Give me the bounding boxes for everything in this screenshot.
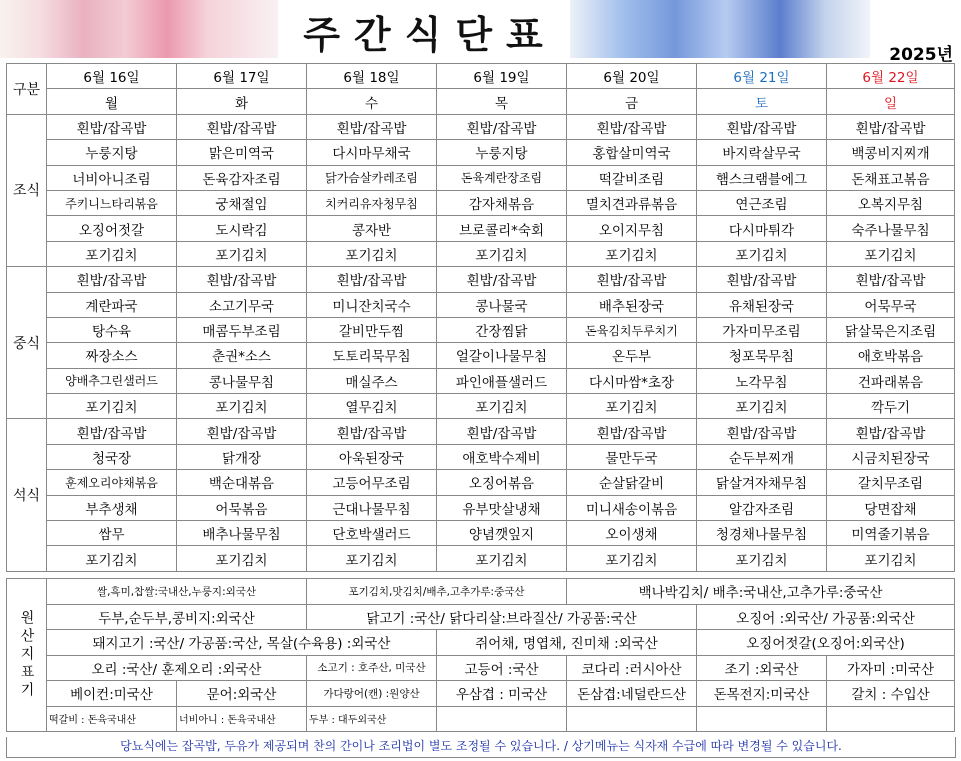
origin-baeknabak: 백나박김치/ 배추:국내산,고추가루:중국산 <box>567 579 955 605</box>
flower-photo-right <box>570 0 870 58</box>
lunch-menu-item: 흰밥/잡곡밥 <box>307 267 437 292</box>
lunch-menu-item: 포기김치 <box>567 394 697 419</box>
lunch-menu-item: 다시마쌈*초장 <box>567 368 697 393</box>
lunch-menu-item: 깍두기 <box>827 394 955 419</box>
date-cell: 6월 19일 <box>437 64 567 89</box>
date-cell: 6월 21일 <box>697 64 827 89</box>
weekday-cell: 수 <box>307 89 437 114</box>
breakfast-label: 조식 <box>7 114 47 266</box>
breakfast-menu-item: 포기김치 <box>567 241 697 266</box>
dinner-menu-item: 순살닭갈비 <box>567 470 697 495</box>
breakfast-menu-item: 햄스크램블에그 <box>697 165 827 190</box>
flower-photo-left <box>0 0 278 58</box>
breakfast-menu-item: 오이지무침 <box>567 216 697 241</box>
lunch-menu-item: 짜장소스 <box>47 343 177 368</box>
lunch-menu-item: 얼갈이나물무침 <box>437 343 567 368</box>
breakfast-menu-item: 누룽지탕 <box>437 140 567 165</box>
year-label: 2025년 <box>889 45 953 65</box>
breakfast-menu-item: 숙주나물무침 <box>827 216 955 241</box>
dinner-menu-item: 청경채나물무침 <box>697 521 827 546</box>
origin-empty <box>827 706 955 732</box>
lunch-menu-item: 소고기무국 <box>177 292 307 317</box>
breakfast-menu-item: 포기김치 <box>177 241 307 266</box>
breakfast-menu-item: 맑은미역국 <box>177 140 307 165</box>
origin-label: 원산지표기 <box>7 579 47 732</box>
breakfast-menu-item: 돈육감자조림 <box>177 165 307 190</box>
lunch-menu-item: 흰밥/잡곡밥 <box>827 267 955 292</box>
weekday-cell: 월 <box>47 89 177 114</box>
breakfast-menu-item: 도시락김 <box>177 216 307 241</box>
lunch-menu-item: 매실주스 <box>307 368 437 393</box>
date-cell: 6월 20일 <box>567 64 697 89</box>
dinner-menu-item: 미역줄기볶음 <box>827 521 955 546</box>
dinner-menu-item: 포기김치 <box>437 546 567 571</box>
origin-empty <box>697 706 827 732</box>
dinner-menu-item: 포기김치 <box>177 546 307 571</box>
lunch-menu-item: 흰밥/잡곡밥 <box>567 267 697 292</box>
breakfast-menu-item: 흰밥/잡곡밥 <box>697 114 827 139</box>
breakfast-menu-item: 흰밥/잡곡밥 <box>47 114 177 139</box>
origin-tofu: 두부,순두부,콩비지:외국산 <box>47 604 307 630</box>
weekday-cell: 일 <box>827 89 955 114</box>
breakfast-menu-item: 돈채표고볶음 <box>827 165 955 190</box>
dinner-menu-item: 유부맛살냉채 <box>437 495 567 520</box>
dinner-menu-item: 백순대볶음 <box>177 470 307 495</box>
breakfast-menu-item: 다시마튀각 <box>697 216 827 241</box>
lunch-menu-item: 돈육김치두루치기 <box>567 317 697 342</box>
weekday-cell: 금 <box>567 89 697 114</box>
breakfast-menu-item: 포기김치 <box>307 241 437 266</box>
date-cell: 6월 18일 <box>307 64 437 89</box>
breakfast-menu-item: 홍합살미역국 <box>567 140 697 165</box>
origin-bacon: 베이컨:미국산 <box>47 681 177 707</box>
breakfast-menu-item: 치커리유자청무침 <box>307 190 437 215</box>
breakfast-menu-item: 멸치견과류볶음 <box>567 190 697 215</box>
lunch-label: 중식 <box>7 267 47 419</box>
dinner-menu-item: 고등어무조림 <box>307 470 437 495</box>
dinner-label: 석식 <box>7 419 47 571</box>
dinner-menu-item: 아욱된장국 <box>307 444 437 469</box>
dinner-menu-item: 흰밥/잡곡밥 <box>177 419 307 444</box>
breakfast-menu-item: 궁채절임 <box>177 190 307 215</box>
dinner-menu-item: 순두부찌개 <box>697 444 827 469</box>
lunch-menu-item: 흰밥/잡곡밥 <box>437 267 567 292</box>
lunch-menu-item: 양배추그린샐러드 <box>47 368 177 393</box>
origin-pork-shoulder: 돈목전지:미국산 <box>697 681 827 707</box>
dinner-menu-item: 양념깻잎지 <box>437 521 567 546</box>
dinner-menu-item: 흰밥/잡곡밥 <box>307 419 437 444</box>
page-title: 주간식단표 <box>303 13 557 57</box>
breakfast-menu-item: 흰밥/잡곡밥 <box>567 114 697 139</box>
date-cell: 6월 16일 <box>47 64 177 89</box>
origin-croaker: 조기 :외국산 <box>697 655 827 681</box>
origin-neobiani: 너비아니 : 돈육국내산 <box>177 706 307 732</box>
origin-tteokgalbi: 떡갈비 : 돈육국내산 <box>47 706 177 732</box>
breakfast-menu-item: 포기김치 <box>697 241 827 266</box>
lunch-menu-item: 미니잔치국수 <box>307 292 437 317</box>
dinner-menu-item: 청국장 <box>47 444 177 469</box>
breakfast-menu-item: 연근조림 <box>697 190 827 215</box>
origin-beef: 소고기 : 호주산, 미국산 <box>307 655 437 681</box>
date-cell: 6월 17일 <box>177 64 307 89</box>
breakfast-menu-item: 흰밥/잡곡밥 <box>827 114 955 139</box>
dinner-menu-item: 단호박샐러드 <box>307 521 437 546</box>
weekly-menu-table <box>6 63 955 572</box>
dinner-menu-item: 시금치된장국 <box>827 444 955 469</box>
origin-pork: 돼지고기 :국산/ 가공품:국산, 목살(수육용) :외국산 <box>47 630 437 656</box>
lunch-menu-item: 애호박볶음 <box>827 343 955 368</box>
lunch-menu-item: 어묵무국 <box>827 292 955 317</box>
lunch-menu-item: 계란파국 <box>47 292 177 317</box>
lunch-menu-item: 가자미무조림 <box>697 317 827 342</box>
dinner-menu-item: 흰밥/잡곡밥 <box>567 419 697 444</box>
origin-pork-belly: 돈삼겹:네덜란드산 <box>567 681 697 707</box>
origin-hairtail: 갈치 : 수입산 <box>827 681 955 707</box>
lunch-menu-item: 닭살묵은지조림 <box>827 317 955 342</box>
dinner-menu-item: 포기김치 <box>47 546 177 571</box>
origin-tuna: 가다랑어(캔) :원양산 <box>307 681 437 707</box>
lunch-menu-item: 포기김치 <box>697 394 827 419</box>
origin-empty <box>567 706 697 732</box>
dinner-menu-item: 갈치무조림 <box>827 470 955 495</box>
lunch-menu-item: 건파래볶음 <box>827 368 955 393</box>
origin-squid: 오징어 :외국산/ 가공품:외국산 <box>697 604 955 630</box>
origin-duck: 오리 :국산/ 훈제오리 :외국산 <box>47 655 307 681</box>
lunch-menu-item: 온두부 <box>567 343 697 368</box>
origin-kimchi: 포기김치,맛김치/배추,고추가루:중국산 <box>307 579 567 605</box>
origin-octopus: 문어:외국산 <box>177 681 307 707</box>
origin-empty <box>437 706 567 732</box>
breakfast-menu-item: 흰밥/잡곡밥 <box>437 114 567 139</box>
breakfast-menu-item: 다시마무채국 <box>307 140 437 165</box>
lunch-menu-item: 탕수육 <box>47 317 177 342</box>
weekday-cell: 화 <box>177 89 307 114</box>
breakfast-menu-item: 포기김치 <box>437 241 567 266</box>
lunch-menu-item: 포기김치 <box>47 394 177 419</box>
breakfast-menu-item: 누룽지탕 <box>47 140 177 165</box>
weekday-cell: 토 <box>697 89 827 114</box>
lunch-menu-item: 흰밥/잡곡밥 <box>47 267 177 292</box>
dinner-menu-item: 어묵볶음 <box>177 495 307 520</box>
lunch-menu-item: 도토리묵무침 <box>307 343 437 368</box>
lunch-menu-item: 매콤두부조림 <box>177 317 307 342</box>
breakfast-menu-item: 브로콜리*숙회 <box>437 216 567 241</box>
dinner-menu-item: 근대나물무침 <box>307 495 437 520</box>
lunch-menu-item: 간장찜닭 <box>437 317 567 342</box>
dinner-menu-item: 흰밥/잡곡밥 <box>47 419 177 444</box>
breakfast-menu-item: 흰밥/잡곡밥 <box>307 114 437 139</box>
origin-squid-jeotgal: 오징어젓갈(오징어:외국산) <box>697 630 955 656</box>
breakfast-menu-item: 너비아니조림 <box>47 165 177 190</box>
breakfast-menu-item: 포기김치 <box>47 241 177 266</box>
dinner-menu-item: 알감자조림 <box>697 495 827 520</box>
breakfast-menu-item: 주키니느타리볶음 <box>47 190 177 215</box>
breakfast-menu-item: 떡갈비조림 <box>567 165 697 190</box>
dinner-menu-item: 닭개장 <box>177 444 307 469</box>
origin-dried-fish: 쥐어채, 명엽채, 진미채 :외국산 <box>437 630 697 656</box>
dinner-menu-item: 훈제오리야채볶음 <box>47 470 177 495</box>
lunch-menu-item: 콩나물무침 <box>177 368 307 393</box>
lunch-menu-item: 청포묵무침 <box>697 343 827 368</box>
lunch-menu-item: 춘권*소스 <box>177 343 307 368</box>
dinner-menu-item: 오징어볶음 <box>437 470 567 495</box>
dinner-menu-item: 흰밥/잡곡밥 <box>697 419 827 444</box>
breakfast-menu-item: 오복지무침 <box>827 190 955 215</box>
dinner-menu-item: 포기김치 <box>697 546 827 571</box>
lunch-menu-item: 갈비만두찜 <box>307 317 437 342</box>
breakfast-menu-item: 백콩비지찌개 <box>827 140 955 165</box>
origin-brisket: 우삼겹 : 미국산 <box>437 681 567 707</box>
lunch-menu-item: 콩나물국 <box>437 292 567 317</box>
lunch-menu-item: 유채된장국 <box>697 292 827 317</box>
date-cell: 6월 22일 <box>827 64 955 89</box>
dinner-menu-item: 쌈무 <box>47 521 177 546</box>
breakfast-menu-item: 콩자반 <box>307 216 437 241</box>
dinner-menu-item: 미니새송이볶음 <box>567 495 697 520</box>
dinner-menu-item: 포기김치 <box>567 546 697 571</box>
dinner-menu-item: 물만두국 <box>567 444 697 469</box>
dinner-menu-item: 포기김치 <box>827 546 955 571</box>
origin-flounder: 가자미 :미국산 <box>827 655 955 681</box>
dinner-menu-item: 포기김치 <box>307 546 437 571</box>
breakfast-menu-item: 흰밥/잡곡밥 <box>177 114 307 139</box>
dinner-menu-item: 흰밥/잡곡밥 <box>827 419 955 444</box>
breakfast-menu-item: 감자채볶음 <box>437 190 567 215</box>
dinner-menu-item: 당면잡채 <box>827 495 955 520</box>
lunch-menu-item: 배추된장국 <box>567 292 697 317</box>
lunch-menu-item: 노각무침 <box>697 368 827 393</box>
lunch-menu-item: 포기김치 <box>177 394 307 419</box>
lunch-menu-item: 파인애플샐러드 <box>437 368 567 393</box>
lunch-menu-item: 포기김치 <box>437 394 567 419</box>
dinner-menu-item: 배추나물무침 <box>177 521 307 546</box>
header <box>0 0 961 65</box>
lunch-menu-item: 흰밥/잡곡밥 <box>697 267 827 292</box>
dinner-menu-item: 닭살겨자채무침 <box>697 470 827 495</box>
breakfast-menu-item: 닭가슴살카레조림 <box>307 165 437 190</box>
breakfast-menu-item: 바지락살무국 <box>697 140 827 165</box>
breakfast-menu-item: 포기김치 <box>827 241 955 266</box>
breakfast-menu-item: 돈육계란장조림 <box>437 165 567 190</box>
breakfast-menu-item: 오징어젓갈 <box>47 216 177 241</box>
origin-mackerel: 고등어 :국산 <box>437 655 567 681</box>
dinner-menu-item: 부추생채 <box>47 495 177 520</box>
gubun-label: 구분 <box>7 64 47 115</box>
origin-table <box>6 578 955 732</box>
dinner-menu-item: 오이생채 <box>567 521 697 546</box>
lunch-menu-item: 열무김치 <box>307 394 437 419</box>
dinner-menu-item: 애호박수제비 <box>437 444 567 469</box>
origin-tofu-soy: 두부 : 대두외국산 <box>307 706 437 732</box>
footer-note: 당뇨식에는 잡곡밥, 두유가 제공되며 찬의 간이나 조리법이 별도 조정될 수 있습니다. / 상기메뉴는 식자재 수급에 따라 변경될 수 있습니다. <box>6 737 956 758</box>
origin-chicken: 닭고기 :국산/ 닭다리살:브라질산/ 가공품:국산 <box>307 604 697 630</box>
weekday-cell: 목 <box>437 89 567 114</box>
origin-pollock: 코다리 :러시아산 <box>567 655 697 681</box>
lunch-menu-item: 흰밥/잡곡밥 <box>177 267 307 292</box>
dinner-menu-item: 흰밥/잡곡밥 <box>437 419 567 444</box>
origin-rice: 쌀,흑미,찹쌀:국내산,누룽지:외국산 <box>47 579 307 605</box>
